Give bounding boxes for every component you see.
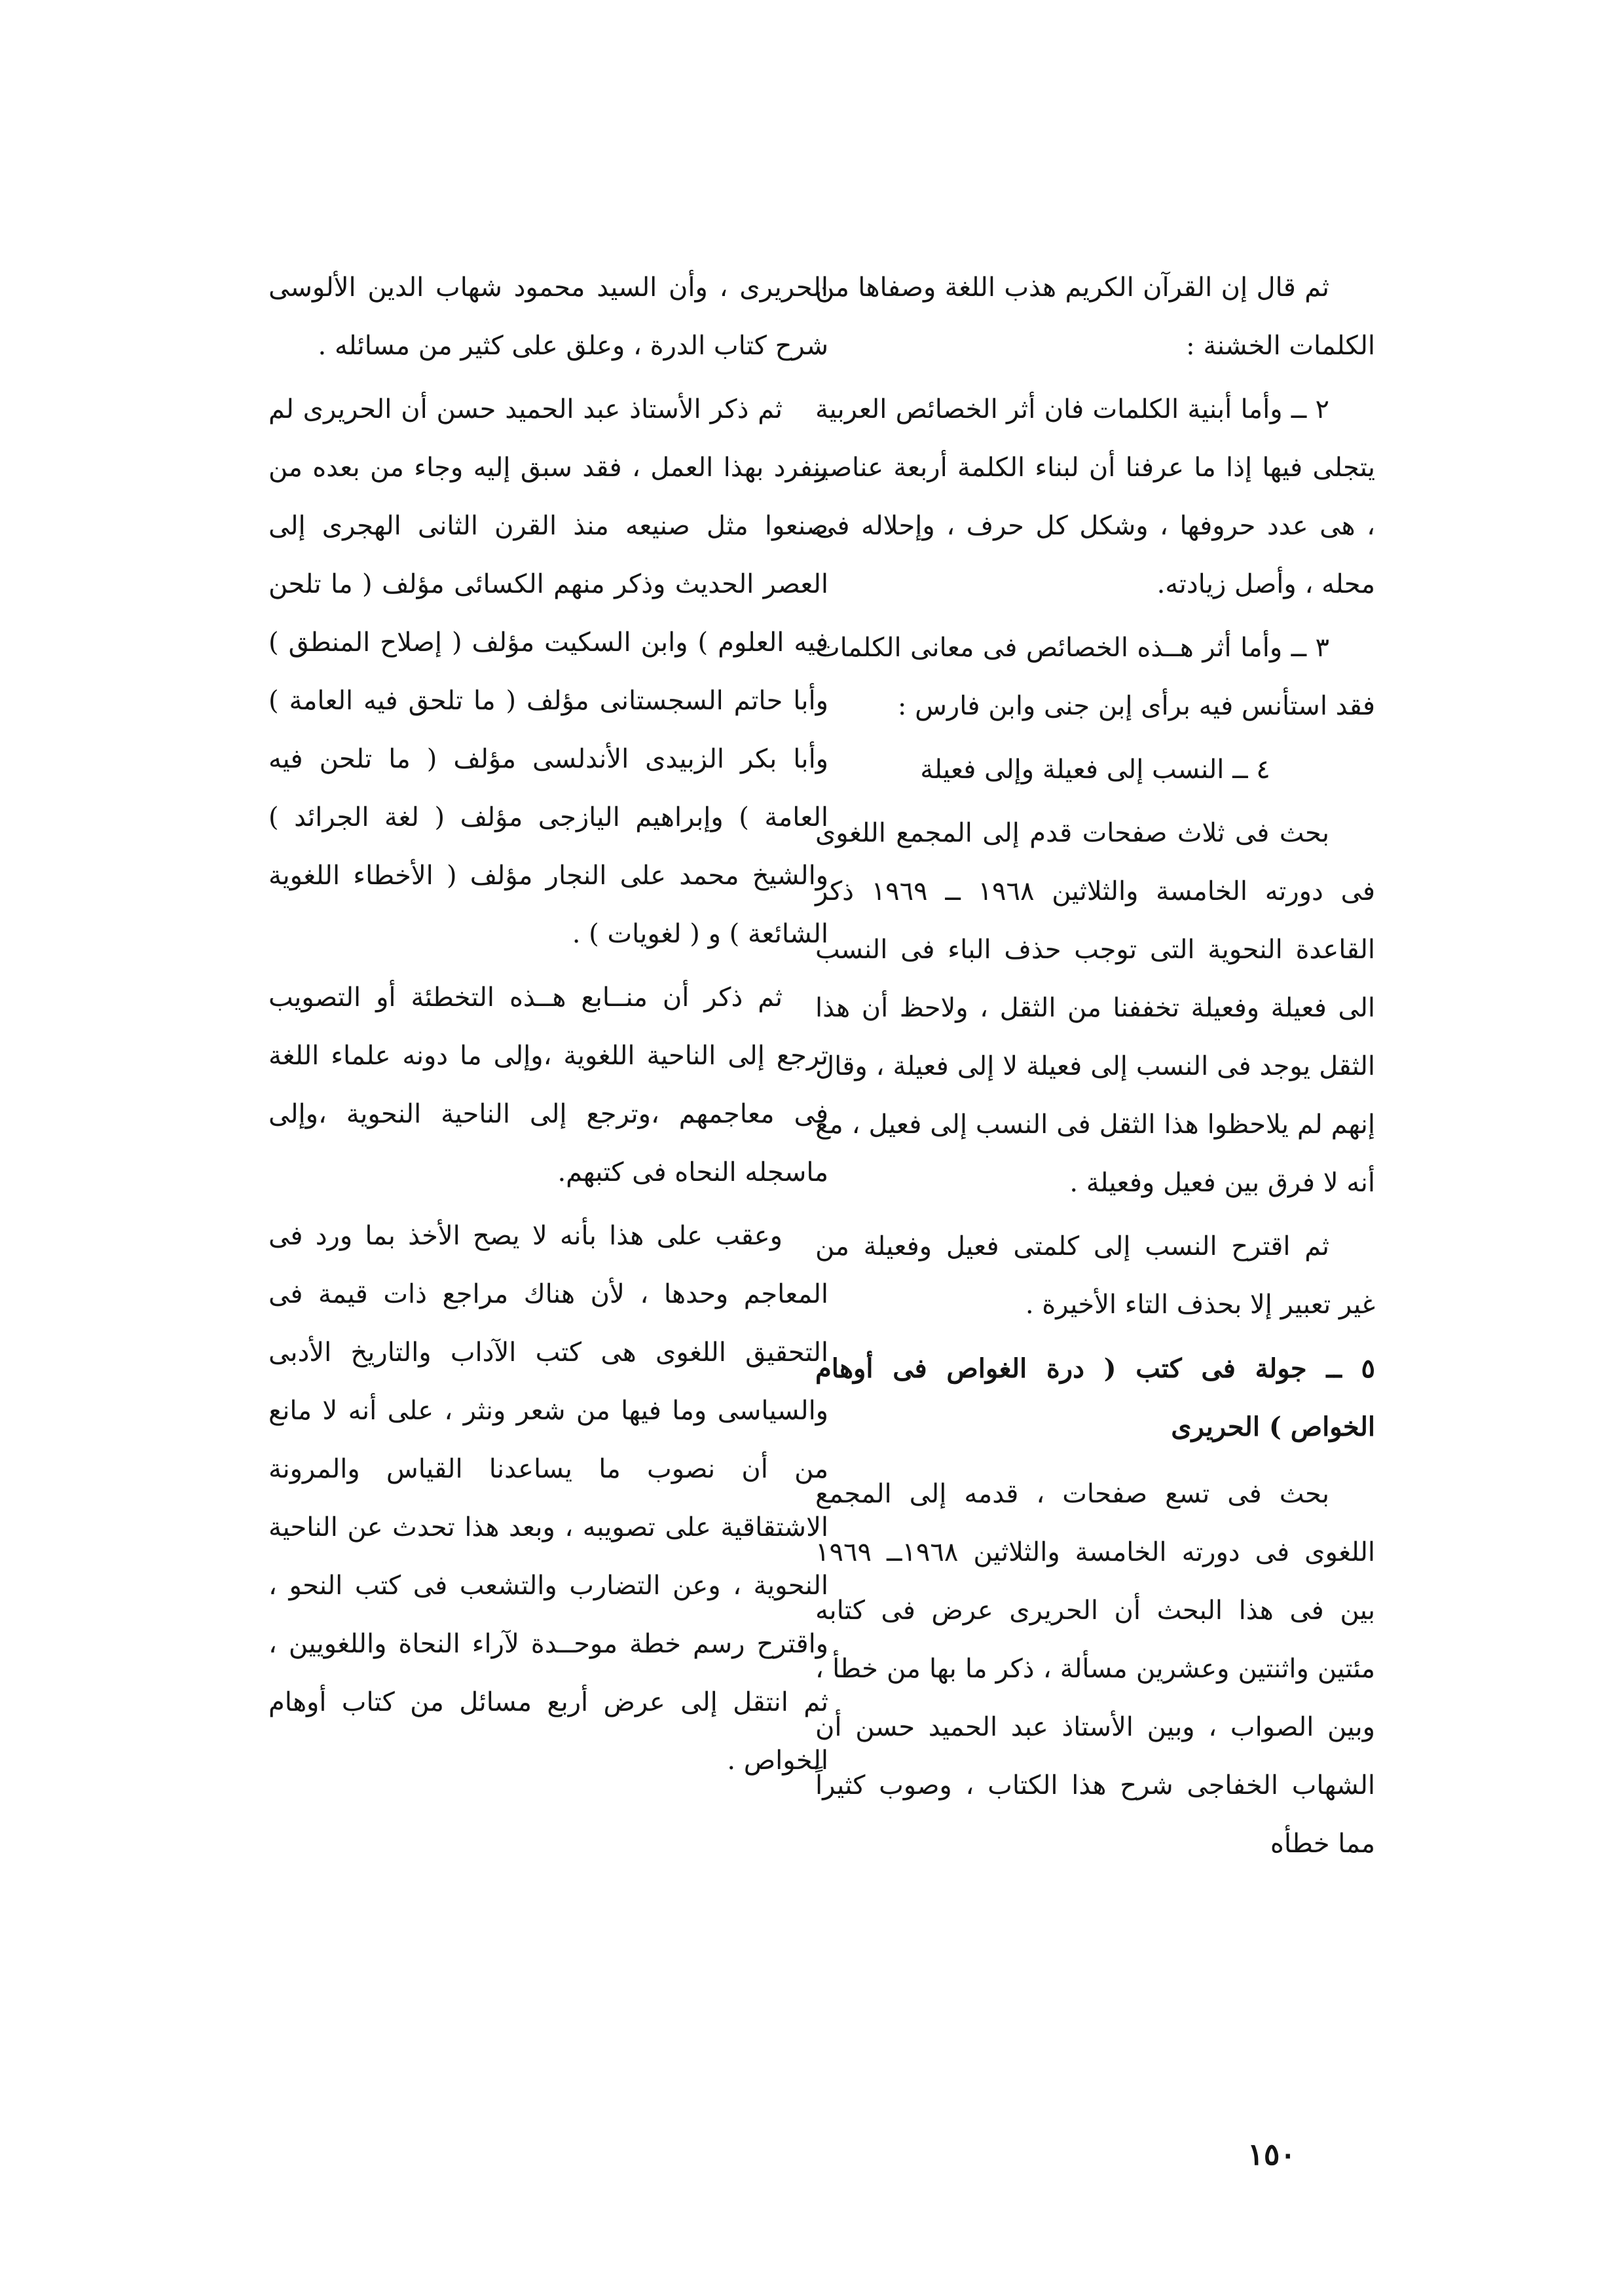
left-column xyxy=(268,259,828,1795)
paragraph: ٣ ــ وأما أثر هــذه الخصائص فى معانى الكلمات فقد استأنس فيه برأى إبن جنى وابن فارس : xyxy=(815,633,1375,721)
paragraph: بحث فى ثلاث صفحات قدم إلى المجمع اللغوى فى دورته الخامسة والثلاثين ١٩٦٨ ــ ١٩٦٩ ذكر القاعدة النحوية التى توجب حذف الباء فى النسب الى فعيلة وفعيلة تخففنا من الثقل ، ولاحظ أن هذا الثقل يوجد فى النسب إلى فعيلة لا إلى فعيلة ، وقال إنهم لم يلاحظوا هذا الثقل فى النسب إلى فعيل ، مع أنه لا فرق بين فعيل وفعيلة . xyxy=(815,818,1375,1198)
page-number: ١٥٠ xyxy=(1247,2136,1297,2172)
right-column xyxy=(815,259,1375,1878)
section-heading: ٥ ــ جولة فى كتب ( درة الغواص فى أوهام الخواص ) الحريرى xyxy=(815,1353,1375,1442)
paragraph: الحريرى ، وأن السيد محمود شهاب الدين الألوسى شرح كتاب الدرة ، وعلق على كثير من مسائله . xyxy=(268,272,828,361)
paragraph: ثم ذكر أن منــابع هــذه التخطئة أو التصويب ترجع إلى الناحية اللغوية ،وإلى ما دونه علماء اللغة فى معاجمهم ،وترجع إلى الناحية النحوية ،وإلى ماسجله النحاه فى كتبهم. xyxy=(268,982,828,1187)
paragraph: بحث فى تسع صفحات ، قدمه إلى المجمع اللغوى فى دورته الخامسة والثلاثين ١٩٦٨ــ ١٩٦٩ بين فى هذا البحث أن الحريرى عرض فى كتابه مئتين واثنتين وعشرين مسألة ، ذكر ما بها من خطأ ، وبين الصواب ، وبين الأستاذ عبد الحميد حسن أن الشهاب الخفاجى شرح هذا الكتاب ، وصوب كثيراً مما خطأه xyxy=(815,1479,1375,1859)
paragraph: وعقب على هذا بأنه لا يصح الأخذ بما ورد فى المعاجم وحدها ، لأن هناك مراجع ذات قيمة فى التحقيق اللغوى هى كتب الآداب والتاريخ الأدبى والسياسى وما فيها من شعر ونثر ، على أنه لا مانع من أن نصوب ما يساعدنا القياس والمرونة الاشتقاقية على تصويبه ، وبعد هذا تحدث عن الناحية النحوية ، وعن التضارب والتشعب فى كتب النحو ، واقترح رسم خطة موحــدة لآراء النحاة واللغويين ، ثم انتقل إلى عرض أربع مسائل من كتاب أوهام الخواص . xyxy=(268,1221,828,1776)
paragraph: ثم اقترح النسب إلى كلمتى فعيل وفعيلة من غير تعبير إلا بحذف التاء الأخيرة . xyxy=(815,1231,1375,1320)
paragraph: ثم ذكر الأستاذ عبد الحميد حسن أن الحريرى لم ينفرد بهذا العمل ، فقد سبق إليه وجاء من بعده من صنعوا مثل صنيعه منذ القرن الثانى الهجرى إلى العصر الحديث وذكر منهم الكسائى مؤلف ( ما تلحن فيه العلوم ) وابن السكيت مؤلف ( إصلاح المنطق ) وأبا حاتم السجستانى مؤلف ( ما تلحق فيه العامة ) وأبا بكر الزبيدى الأندلسى مؤلف ( ما تلحن فيه العامة ) وإبراهيم اليازجى مؤلف ( لغة الجرائد ) والشيخ محمد على النجار مؤلف ( الأخطاء اللغوية الشائعة ) و ( لغويات ) . xyxy=(268,394,828,949)
paragraph: ٢ ــ وأما أبنية الكلمات فان أثر الخصائص العربية يتجلى فيها إذا ما عرفنا أن لبناء الكلمة أربعة عناصر ، هى عدد حروفها ، وشكل كل حرف ، وإحلاله فى محله ، وأصل زيادته. xyxy=(815,394,1375,599)
paragraph: ثم قال إن القرآن الكريم هذب اللغة وصفاها من الكلمات الخشنة : xyxy=(815,272,1375,361)
section-subheading: ٤ ــ النسب إلى فعيلة وإلى فعيلة xyxy=(920,755,1270,785)
